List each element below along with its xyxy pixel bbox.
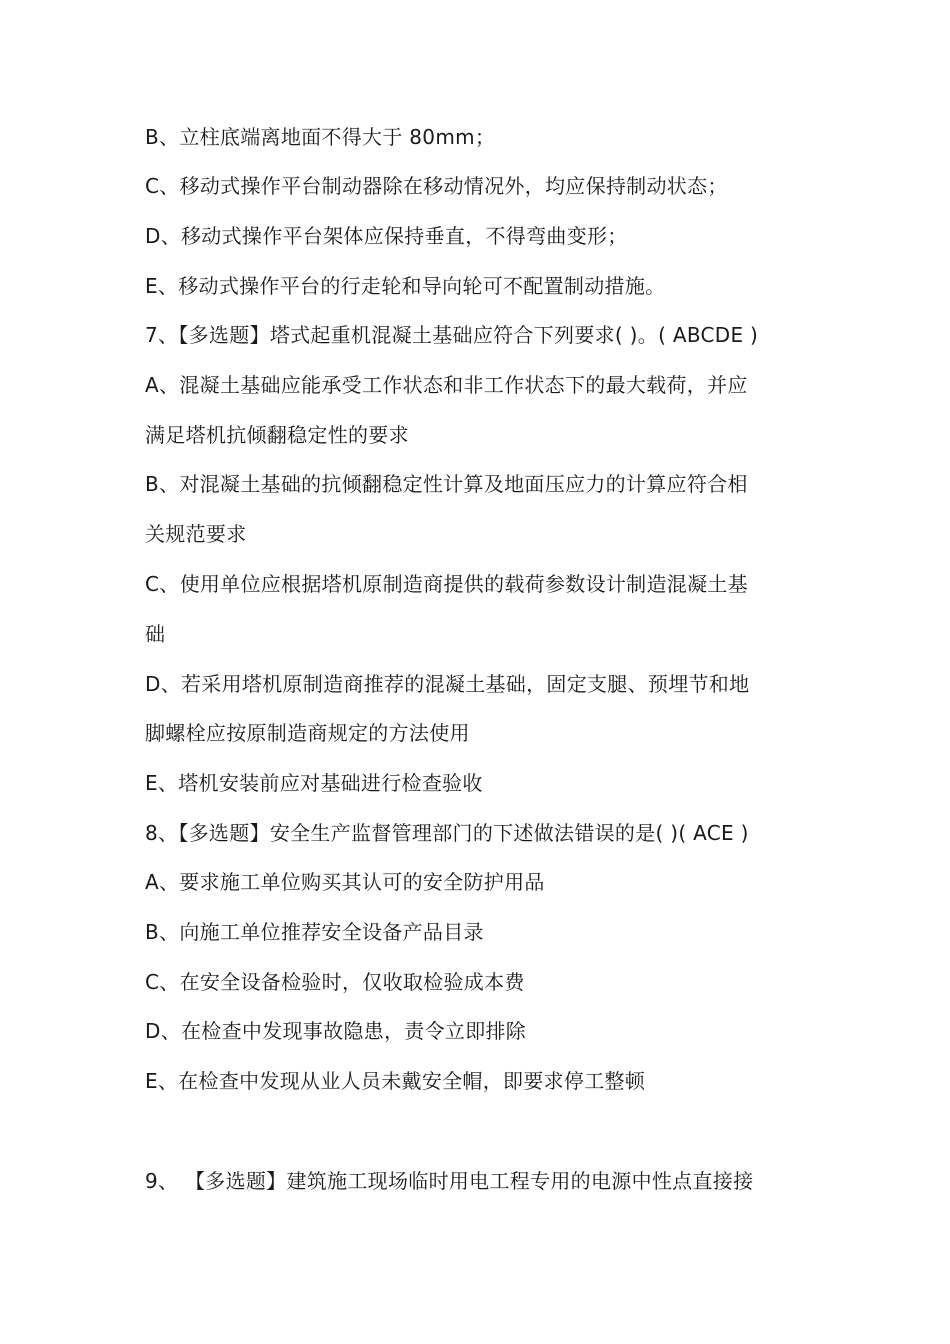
option-d-line: D、移动式操作平台架体应保持垂直，不得弯曲变形； <box>145 224 628 248</box>
q8-option-a-line: A、要求施工单位购买其认可的安全防护用品 <box>145 870 545 894</box>
q7-option-c-line1: C、使用单位应根据塔机原制造商提供的载荷参数设计制造混凝土基 <box>145 572 748 596</box>
option-e-line: E、移动式操作平台的行走轮和导向轮可不配置制动措施。 <box>145 274 666 298</box>
q8-option-e-line: E、在检查中发现从业人员未戴安全帽，即要求停工整顿 <box>145 1069 646 1093</box>
q7-option-e-line: E、塔机安装前应对基础进行检查验收 <box>145 771 483 795</box>
q7-option-b-line1: B、对混凝土基础的抗倾翻稳定性计算及地面压应力的计算应符合相 <box>145 472 748 496</box>
option-c-line: C、移动式操作平台制动器除在移动情况外，均应保持制动状态； <box>145 174 728 198</box>
question-8-title: 8、【多选题】安全生产监督管理部门的下述做法错误的是( )( ACE ) <box>145 821 749 845</box>
q7-option-b-line2: 关规范要求 <box>145 522 247 546</box>
q8-option-b-line: B、向施工单位推荐安全设备产品目录 <box>145 920 484 944</box>
q7-option-a-line1: A、混凝土基础应能承受工作状态和非工作状态下的最大载荷，并应 <box>145 373 748 397</box>
question-9-title: 9、 【多选题】建筑施工现场临时用电工程专用的电源中性点直接接 <box>145 1169 754 1193</box>
q7-option-d-line2: 脚螺栓应按原制造商规定的方法使用 <box>145 721 470 745</box>
q8-option-d-line: D、在检查中发现事故隐患，责令立即排除 <box>145 1019 527 1043</box>
q7-option-d-line1: D、若采用塔机原制造商推荐的混凝土基础，固定支腿、预埋节和地 <box>145 672 750 696</box>
question-7-title: 7、【多选题】塔式起重机混凝土基础应符合下列要求( )。( ABCDE ) <box>145 323 759 347</box>
q8-option-c-line: C、在安全设备检验时，仅收取检验成本费 <box>145 970 525 994</box>
q7-option-c-line2: 础 <box>145 622 166 646</box>
option-b-line: B、立柱底端离地面不得大于 80mm； <box>145 125 496 149</box>
q7-option-a-line2: 满足塔机抗倾翻稳定性的要求 <box>145 423 409 447</box>
